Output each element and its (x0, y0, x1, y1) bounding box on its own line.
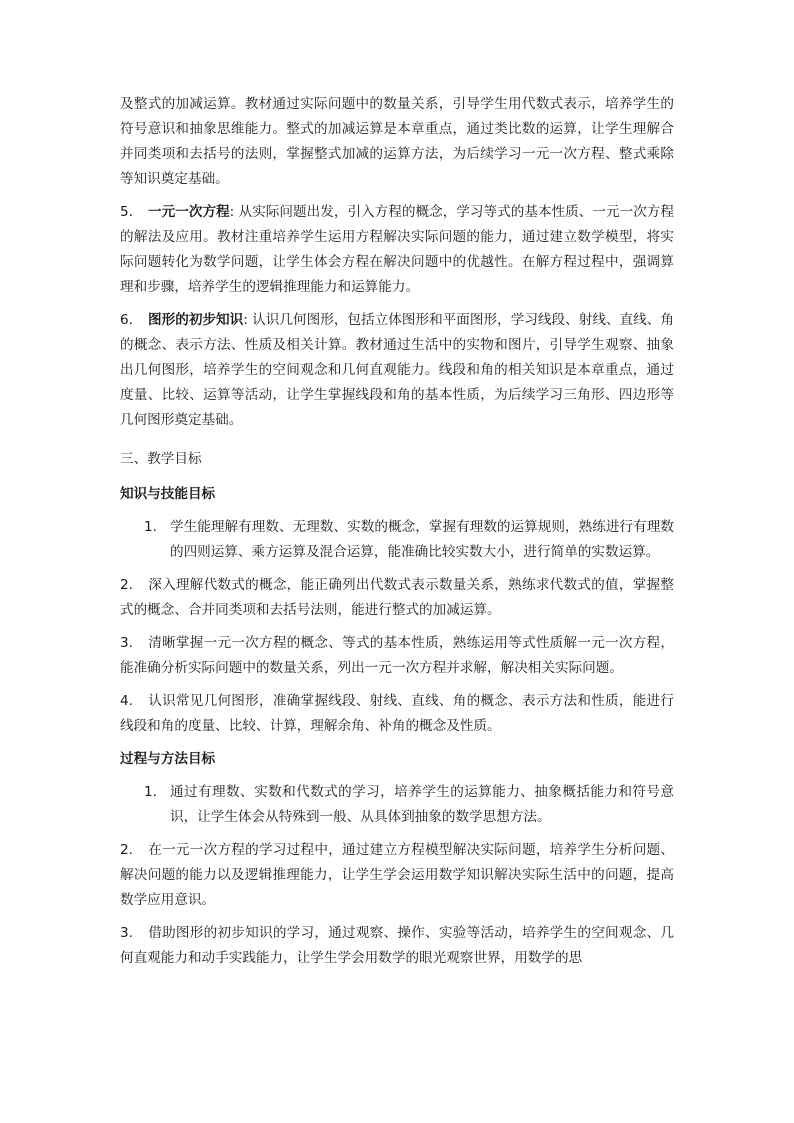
process-goal-2 (120, 838, 674, 913)
intro-paragraph: 及整式的加减运算。教材通过实际问题中的数量关系，引导学生用代数式表示，培养学生的符号意识和抽象思维能力。整式的加减运算是本章重点，通过类比数的运算，让学生理解合并同类项和去括号的法则，掌握整式加减的运算方法，为后续学习一元一次方程、整式乘除等知识奠定基础。 (120, 96, 674, 187)
chapter-text: : 认识几何图形，包括立体图形和平面图形，学习线段、射线、直线、角的概念、表示方法、性质及相关计算。教材通过生活中的实物和图片，引导学生观察、抽象出几何图形，培养学生的空间观念和几何直观能力。线段和角的相关知识是本章重点，通过度量、比较、运算等活动，让学生掌握线段和角的基本性质，为后续学习三角形、四边形等几何图形奠定基础。 (120, 312, 674, 428)
chapter-number: 5. (120, 204, 133, 220)
knowledge-goal-2 (120, 573, 674, 623)
list-text: 通过有理数、实数和代数式的学习，培养学生的运算能力、抽象概括能力和符号意识，让学生体会从特殊到一般、从具体到抽象的数学思想方法。 (170, 784, 674, 825)
list-number: 3. (120, 635, 133, 651)
document-body (120, 92, 674, 979)
list-number: 3. (120, 925, 133, 941)
list-text: 借助图形的初步知识的学习，通过观察、操作、实验等活动，培养学生的空间观念、几何直观能力和动手实践能力，让学生学会用数学的眼光观察世界，用数学的思 (120, 925, 674, 966)
list-text: 清晰掌握一元一次方程的概念、等式的基本性质，熟练运用等式性质解一元一次方程，能准确分析实际问题中的数量关系，列出一元一次方程并求解，解决相关实际问题。 (120, 635, 674, 676)
process-goals-heading: 过程与方法目标 (120, 751, 216, 767)
knowledge-goal-1 (120, 515, 674, 565)
list-text: 深入理解代数式的概念，能正确列出代数式表示数量关系，熟练求代数式的值，掌握整式的概念、合并同类项和去括号法则，能进行整式的加减运算。 (120, 577, 674, 618)
list-number: 2. (120, 842, 133, 858)
knowledge-goal-4 (120, 689, 674, 739)
chapter-number: 6. (120, 312, 133, 328)
section-heading: 三、教学目标 (120, 451, 202, 467)
list-text: 在一元一次方程的学习过程中，通过建立方程模型解决实际问题，培养学生分析问题、解决问题的能力以及逻辑推理能力，让学生学会运用数学知识解决实际生活中的问题，提高数学应用意识。 (120, 842, 674, 908)
knowledge-goals-heading: 知识与技能目标 (120, 486, 216, 502)
chapter-term: 一元一次方程 (148, 204, 230, 220)
knowledge-goal-3 (120, 631, 674, 681)
process-goal-1 (120, 780, 674, 830)
list-number: 1. (144, 519, 157, 535)
list-number: 1. (144, 784, 157, 800)
process-goal-3 (120, 921, 674, 971)
list-number: 2. (120, 577, 133, 593)
list-text: 学生能理解有理数、无理数、实数的概念，掌握有理数的运算规则，熟练进行有理数的四则运算、乘方运算及混合运算，能准确比较实数大小，进行简单的实数运算。 (170, 519, 674, 560)
chapter-6-paragraph (120, 308, 674, 433)
list-text: 认识常见几何图形，准确掌握线段、射线、直线、角的概念、表示方法和性质，能进行线段和角的度量、比较、计算，理解余角、补角的概念及性质。 (120, 693, 674, 734)
chapter-text: : 从实际问题出发，引入方程的概念，学习等式的基本性质、一元一次方程的解法及应用。教材注重培养学生运用方程解决实际问题的能力，通过建立数学模型，将实际问题转化为数学问题，让学生体会方程在解决问题中的优越性。在解方程过程中，强调算理和步骤，培养学生的逻辑推理能力和运算能力。 (120, 204, 675, 295)
chapter-term: 图形的初步知识 (148, 312, 244, 328)
list-number: 4. (120, 693, 133, 709)
chapter-5-paragraph (120, 200, 674, 300)
